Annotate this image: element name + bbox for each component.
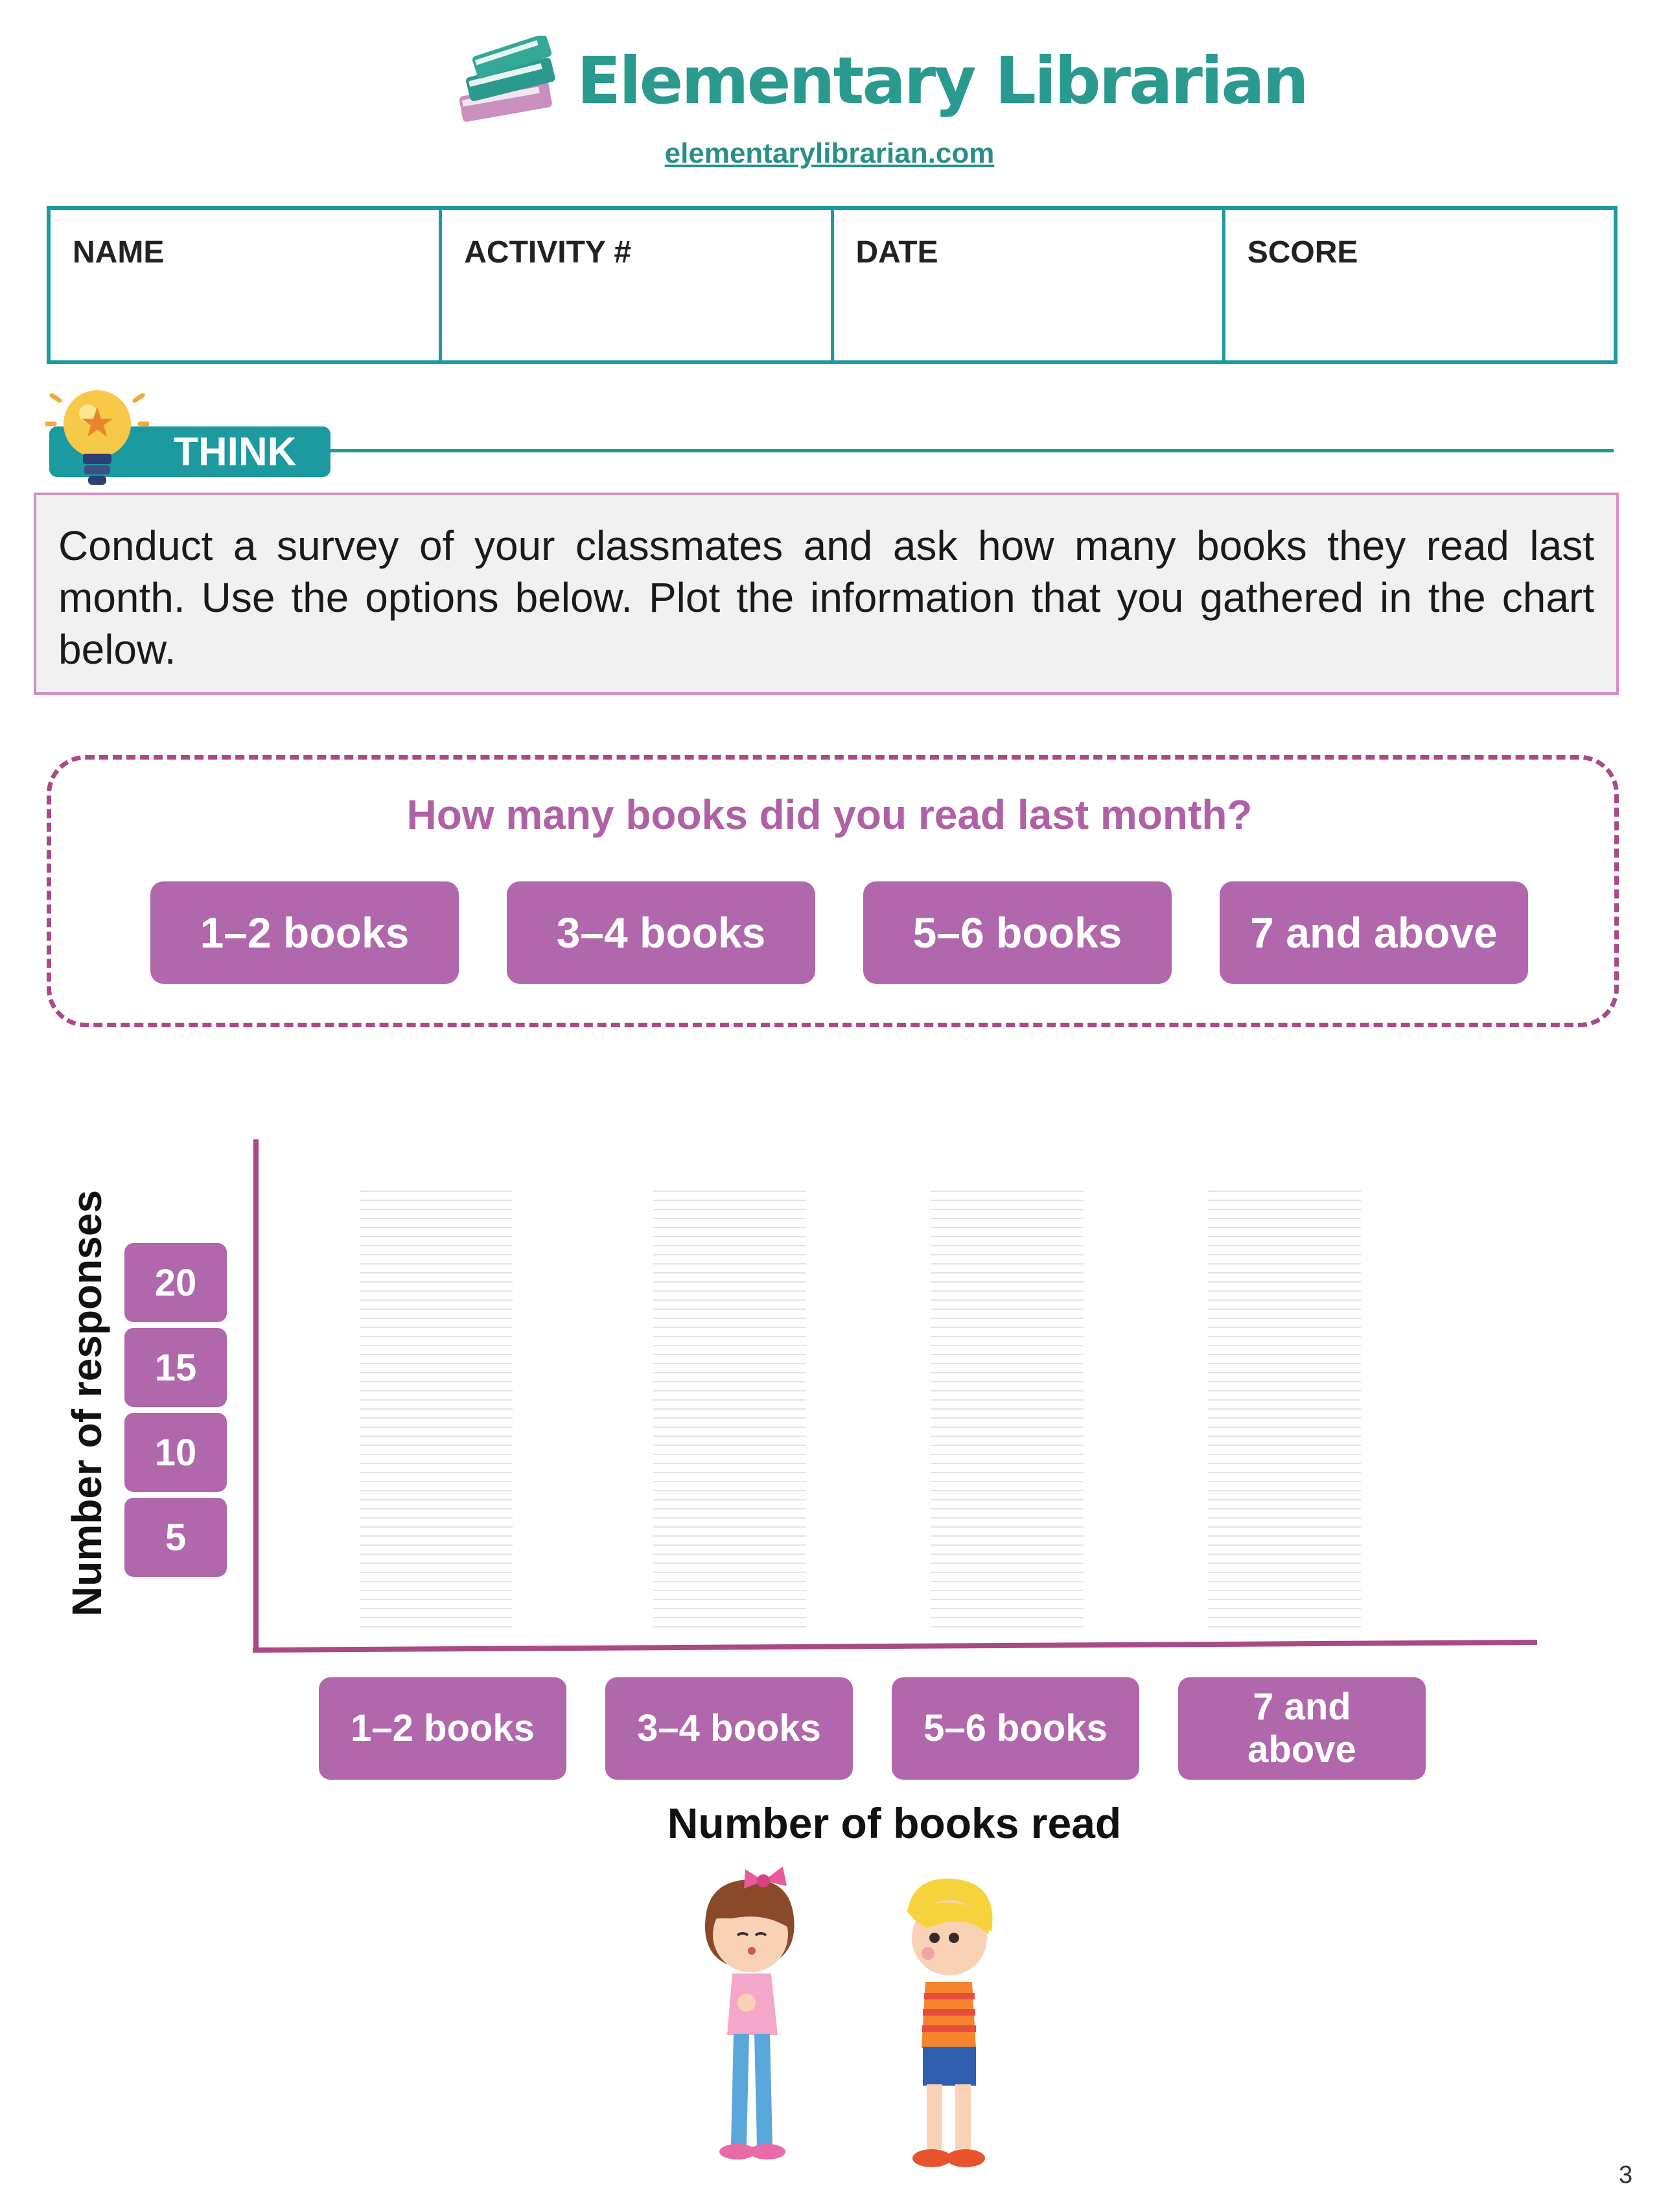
y-tick-label: 5	[124, 1498, 227, 1577]
activity-label: ACTIVITY #	[464, 235, 632, 270]
score-label: SCORE	[1247, 235, 1358, 270]
page-number: 3	[1619, 2161, 1633, 2189]
option-3-4-books[interactable]: 3–4 books	[507, 881, 815, 984]
option-1-2-books[interactable]: 1–2 books	[150, 881, 459, 984]
y-tick-label: 20	[124, 1243, 227, 1322]
boy-figure	[907, 1879, 992, 2167]
prompt-text: Conduct a survey of your classmates and ask how many books they read last month. Use the options below. Plot the information that you gathered in the chart below.	[34, 493, 1619, 695]
date-label: DATE	[855, 235, 938, 270]
y-tick-label: 15	[124, 1328, 227, 1407]
y-axis-label: Number of responses	[64, 1190, 110, 1616]
x-category-label: 3–4 books	[605, 1677, 853, 1780]
y-tick-label: 10	[124, 1413, 227, 1492]
x-axis-label: Number of books read	[667, 1799, 1122, 1847]
brand-url-link[interactable]: elementarylibrarian.com	[664, 137, 995, 169]
x-category-label: 5–6 books	[892, 1677, 1139, 1780]
brand-title: Elementary Librarian	[577, 43, 1307, 119]
name-field[interactable]	[51, 210, 442, 360]
girl-figure	[705, 1867, 795, 2160]
think-heading: THINK	[49, 426, 331, 477]
name-label: NAME	[73, 235, 165, 270]
student-info-table	[47, 206, 1618, 364]
survey-question: How many books did you read last month?	[406, 791, 1253, 838]
x-category-label: 7 and above	[1178, 1677, 1426, 1780]
date-field[interactable]	[834, 210, 1225, 360]
option-5-6-books[interactable]: 5–6 books	[863, 881, 1172, 984]
option-7-and-above[interactable]: 7 and above	[1220, 881, 1528, 984]
lightbulb-icon	[45, 381, 149, 491]
children-illustration	[687, 1867, 1050, 2191]
stacked-books-icon	[454, 36, 564, 123]
x-category-label: 1–2 books	[319, 1677, 566, 1780]
think-divider	[311, 449, 1614, 452]
chart-grid	[360, 1191, 1361, 1627]
bar-chart	[0, 1128, 1659, 1659]
x-axis-line	[253, 1642, 1537, 1650]
activity-field[interactable]	[442, 210, 833, 360]
score-field[interactable]	[1225, 210, 1614, 360]
